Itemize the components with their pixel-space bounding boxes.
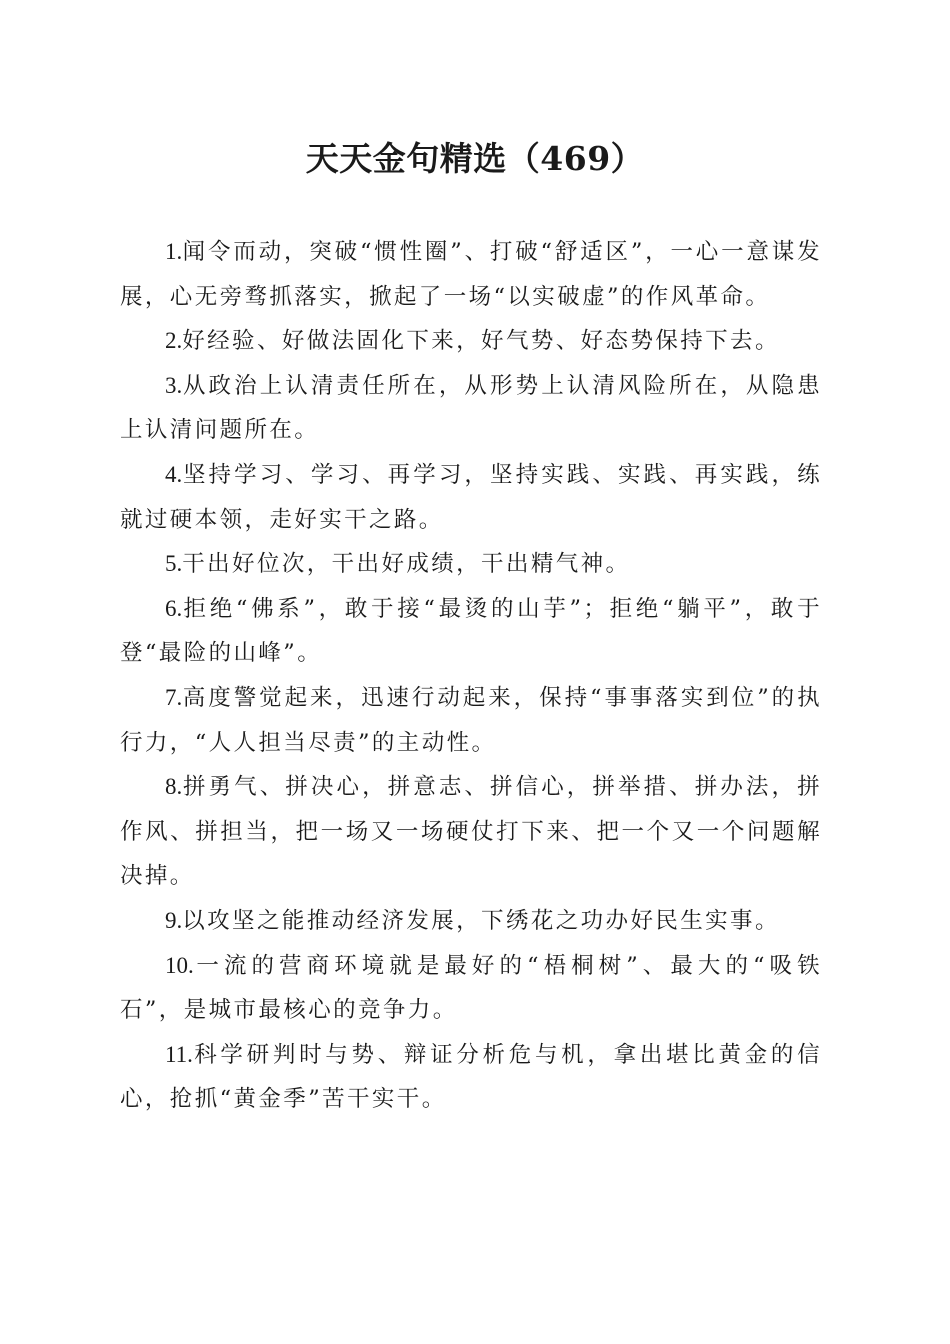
- list-item: [120, 453, 822, 542]
- list-item: [120, 542, 822, 587]
- item-text: 高度警觉起来，迅速行动起来，保持“事事落实到位”的执行力，“人人担当尽责”的主动性。: [120, 684, 822, 756]
- item-text: 好经验、好做法固化下来，好气势、好态势保持下去。: [182, 328, 780, 355]
- list-item: [120, 899, 822, 944]
- list-item: [120, 944, 822, 1033]
- item-number: 9.: [165, 907, 183, 933]
- page-title: 天天金句精选（469）: [305, 139, 645, 178]
- item-text: 以攻坚之能推动经济发展，下绣花之功办好民生实事。: [182, 907, 780, 934]
- item-number: 3.: [165, 372, 183, 398]
- list-item: [120, 319, 822, 364]
- item-number: 8.: [165, 774, 183, 800]
- item-number: 5.: [165, 551, 183, 577]
- list-item: [120, 1033, 822, 1122]
- item-number: 4.: [165, 461, 183, 487]
- item-text: 从政治上认清责任所在，从形势上认清风险所在，从隐患上认清问题所在。: [120, 372, 822, 444]
- item-number: 7.: [165, 684, 183, 710]
- list-item: [120, 364, 822, 453]
- item-number: 11.: [165, 1041, 193, 1067]
- item-number: 1.: [165, 239, 183, 264]
- item-text: 科学研判时与势、辩证分析危与机，拿出堪比黄金的信心，抢抓“黄金季”苦干实干。: [120, 1041, 822, 1113]
- list-item: [120, 676, 822, 765]
- item-text: 闻令而动，突破“惯性圈”、打破“舒适区”，一心一意谋发展，心无旁骛抓落实，掀起了一场“以实破虚”的作风革命。: [120, 239, 822, 310]
- list-item: [120, 230, 822, 319]
- list-item: [120, 587, 822, 676]
- item-text: 一流的营商环境就是最好的“梧桐树”、最大的“吸铁石”，是城市最核心的竞争力。: [120, 952, 822, 1024]
- quote-list: [120, 230, 822, 1122]
- item-number: 10.: [165, 952, 194, 978]
- item-text: 坚持学习、学习、再学习，坚持实践、实践、再实践，练就过硬本领，走好实干之路。: [120, 461, 822, 533]
- list-item: [120, 765, 822, 899]
- item-text: 干出好位次，干出好成绩，干出精气神。: [182, 551, 631, 578]
- item-number: 2.: [165, 328, 183, 354]
- item-text: 拼勇气、拼决心，拼意志、拼信心，拼举措、拼办法，拼作风、拼担当，把一场又一场硬仗打下来、把一个又一个问题解决掉。: [120, 774, 822, 890]
- item-text: 拒绝“佛系”，敢于接“最烫的山芋”；拒绝“躺平”，敢于登“最险的山峰”。: [120, 595, 822, 667]
- item-number: 6.: [165, 595, 183, 621]
